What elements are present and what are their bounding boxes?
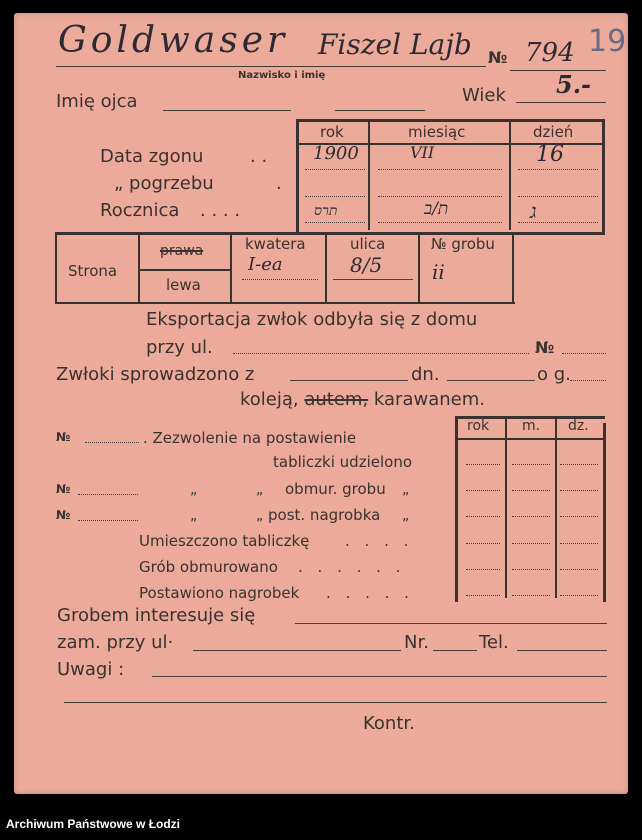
death-date-label: Data zgonu xyxy=(100,146,204,167)
permit2-no: № xyxy=(56,482,71,496)
death-mies-line xyxy=(378,169,502,170)
death-dzien-line xyxy=(518,169,598,170)
anniv-month: ת/ב xyxy=(424,199,449,219)
ulica-line xyxy=(333,279,413,280)
walled-grave-dots: . . . . . . xyxy=(298,558,406,576)
permit-col-rok: rok xyxy=(467,418,490,434)
age-underline xyxy=(516,102,606,103)
burial-rok-line xyxy=(305,196,365,197)
permit2-ditto-1: „ xyxy=(190,482,198,498)
dates-col-div-1 xyxy=(368,122,370,230)
permit-table-right xyxy=(603,423,606,602)
loc-div-kwatera xyxy=(325,234,327,302)
tel-line[interactable] xyxy=(517,650,607,651)
permit-row-6-dz xyxy=(560,595,598,596)
permit-row-3-rok xyxy=(466,516,500,517)
walled-grave: Grób obmurowano xyxy=(139,558,278,576)
permit-row-1-m xyxy=(512,464,550,465)
mode-kolej: koleją, xyxy=(240,389,299,410)
grob-label: № grobu xyxy=(431,235,495,253)
tombstone-placed-dots: . . . . . xyxy=(326,584,414,602)
firstname-handwritten: Fiszel Lajb xyxy=(318,28,472,61)
strona-label: Strona xyxy=(68,262,118,280)
permit-row-6-rok xyxy=(466,595,500,596)
prawa-label: prawa xyxy=(160,243,204,259)
permit-row-4-m xyxy=(512,543,550,544)
mode-karawan: karawanem. xyxy=(373,389,485,410)
burial-date-label: „ pogrzebu xyxy=(114,173,214,194)
anniversary-leader: . . . . xyxy=(200,200,241,221)
burial-dzien-line xyxy=(518,196,598,197)
permit3-no: № xyxy=(56,508,71,522)
name-caption: Nazwisko i imię xyxy=(238,70,326,81)
placed-plaque-dots: . . . . xyxy=(345,532,414,550)
notes-line-1[interactable] xyxy=(152,676,607,677)
placed-plaque: Umieszczono tabliczkę xyxy=(139,532,310,550)
address-line[interactable] xyxy=(193,650,401,651)
father-line-2 xyxy=(335,110,425,111)
ulica-label: ulica xyxy=(350,235,386,253)
house-number-line[interactable] xyxy=(562,353,606,354)
sprowadzono-label: Zwłoki sprowadzono z xyxy=(56,364,255,385)
permit-row-1-dz xyxy=(560,464,598,465)
house-number-label: № xyxy=(535,338,555,357)
father-line-1 xyxy=(163,110,291,111)
anniv-day: ג xyxy=(530,199,537,223)
death-date-leader: . . xyxy=(250,146,268,167)
notes-label: Uwagi : xyxy=(57,659,125,680)
loc-side-split xyxy=(140,269,230,271)
anniv-mies-line xyxy=(378,222,502,223)
dates-col-miesiac: miesiąc xyxy=(408,123,466,141)
number-value: 794 xyxy=(525,38,575,68)
permit1-no: № xyxy=(56,430,71,444)
permit3-text: post. nagrobka xyxy=(268,506,381,524)
anniv-year: תרס xyxy=(314,203,338,219)
age-value: 5.- xyxy=(556,70,592,99)
permit-col-div-1 xyxy=(505,418,507,598)
kwatera-value: I-ea xyxy=(248,254,283,275)
loc-div-strona xyxy=(138,234,140,302)
dn-label: dn. xyxy=(411,364,440,385)
dates-col-dzien: dzień xyxy=(533,123,574,141)
tombstone-placed: Postawiono nagrobek xyxy=(139,584,300,602)
dates-col-div-2 xyxy=(509,122,511,230)
permit-row-6-m xyxy=(512,595,550,596)
interested-label: Grobem interesuje się xyxy=(57,605,256,626)
przy-ul-line[interactable] xyxy=(233,353,529,354)
interested-line[interactable] xyxy=(295,623,607,624)
anniv-dzien-line xyxy=(518,222,598,223)
death-month: VII xyxy=(410,143,435,162)
transport-modes xyxy=(240,389,485,410)
permit-header-rule xyxy=(458,438,603,440)
permit-row-2-rok xyxy=(466,490,500,491)
permit-row-5-rok xyxy=(466,569,500,570)
permit-row-4-rok xyxy=(466,543,500,544)
permit2-ditto-2: „ xyxy=(256,482,264,498)
permit-row-5-m xyxy=(512,569,550,570)
kontr-label: Kontr. xyxy=(363,713,415,734)
permit-row-2-dz xyxy=(560,490,598,491)
dates-table-left xyxy=(296,119,299,232)
loc-table-right xyxy=(512,234,514,304)
kwatera-line xyxy=(242,279,318,280)
permit3-end: „ xyxy=(402,508,410,524)
dates-table-top xyxy=(296,119,605,122)
burial-date-leader: . xyxy=(276,173,282,194)
permit2-text: obmur. grobu xyxy=(285,480,386,498)
export-line: Eksportacja zwłok odbyła się z domu xyxy=(146,309,478,330)
name-underline xyxy=(56,66,486,67)
nr-label: Nr. xyxy=(404,632,429,653)
archive-credit: Archiwum Państwowe w Łodzi xyxy=(6,817,181,831)
tel-label: Tel. xyxy=(479,632,509,653)
permit-row-1-rok xyxy=(466,464,500,465)
lewa-label: lewa xyxy=(166,276,201,294)
permit-col-m: m. xyxy=(522,418,541,434)
sprowadzono-line[interactable] xyxy=(290,380,408,381)
permit-col-div-2 xyxy=(555,418,557,598)
burial-mies-line xyxy=(378,196,502,197)
dates-col-rok: rok xyxy=(320,123,344,141)
anniv-rok-line xyxy=(305,222,365,223)
permit1-text: . Zezwolenie na postawienie xyxy=(143,429,357,447)
pencil-number: 19 xyxy=(588,24,627,59)
death-day: 16 xyxy=(536,142,564,167)
permit-row-5-dz xyxy=(560,569,598,570)
anniversary-label: Rocznica xyxy=(100,200,180,221)
dn-line[interactable] xyxy=(447,380,535,381)
death-year: 1900 xyxy=(313,143,359,164)
permit3-ditto-2: „ xyxy=(256,508,264,524)
permit1-no-line[interactable] xyxy=(85,442,139,443)
grob-value: ii xyxy=(432,260,445,284)
surname-handwritten: Goldwaser xyxy=(58,20,289,61)
kwatera-label: kwatera xyxy=(245,235,306,253)
permit2-no-line[interactable] xyxy=(78,494,138,495)
number-label: № xyxy=(488,48,508,67)
og-label: o g. xyxy=(537,364,571,385)
permit1-text-b: tabliczki udzielono xyxy=(273,453,412,471)
loc-table-left xyxy=(55,234,57,304)
nr-line[interactable] xyxy=(433,650,477,651)
permit-row-3-dz xyxy=(560,516,598,517)
permit-table-left xyxy=(455,417,458,602)
loc-div-side xyxy=(230,234,232,302)
permit-row-2-m xyxy=(512,490,550,491)
permit-col-dz: dz. xyxy=(568,418,589,434)
age-label: Wiek xyxy=(462,85,506,106)
og-line[interactable] xyxy=(570,380,606,381)
ulica-value: 8/5 xyxy=(350,253,383,277)
przy-ul-label: przy ul. xyxy=(146,337,213,358)
permit-row-4-dz xyxy=(560,543,598,544)
permit2-end: „ xyxy=(402,482,410,498)
notes-line-2[interactable] xyxy=(64,702,607,703)
permit3-no-line[interactable] xyxy=(78,520,138,521)
dates-table-right xyxy=(602,121,605,233)
loc-table-bottom xyxy=(55,302,515,304)
address-label: zam. przy ul· xyxy=(57,632,174,653)
mode-autem: autem, xyxy=(304,389,369,410)
loc-div-ulica xyxy=(418,234,420,302)
permit-row-3-m xyxy=(512,516,550,517)
death-rok-line xyxy=(305,169,365,170)
permit3-ditto-1: „ xyxy=(190,508,198,524)
father-label: Imię ojca xyxy=(56,91,138,112)
